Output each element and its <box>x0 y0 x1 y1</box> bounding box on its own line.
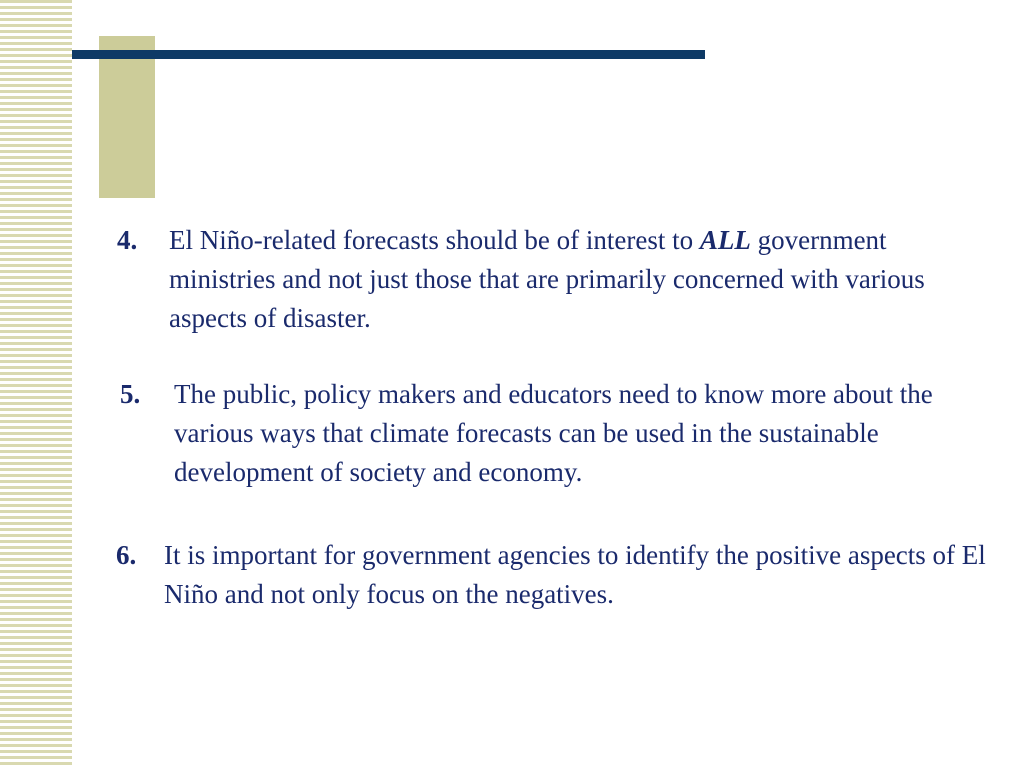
decorative-stripe-band <box>0 0 72 768</box>
item-number: 4. <box>117 225 138 255</box>
list-item-4 <box>117 221 977 341</box>
item-number: 5. <box>120 379 141 409</box>
item-emphasis: ALL <box>699 225 751 255</box>
decorative-accent-block <box>99 36 155 198</box>
item-text-after: government ministries and not just those that are primarily concerned with various aspects of disaster. <box>169 225 925 333</box>
item-text: The public, policy makers and educators need to know more about the various ways that climate forecasts can be used in the sustainable development of society and economy. <box>174 379 933 487</box>
title-rule <box>72 50 705 59</box>
item-number: 6. <box>116 540 137 570</box>
item-text: It is important for government agencies to identify the positive aspects of El Niño and not only focus on the negatives. <box>164 540 986 609</box>
list-item-5 <box>120 375 1000 495</box>
item-text-before: El Niño-related forecasts should be of interest to <box>169 225 700 255</box>
item-text <box>169 221 969 338</box>
list-item-6 <box>116 536 1016 616</box>
